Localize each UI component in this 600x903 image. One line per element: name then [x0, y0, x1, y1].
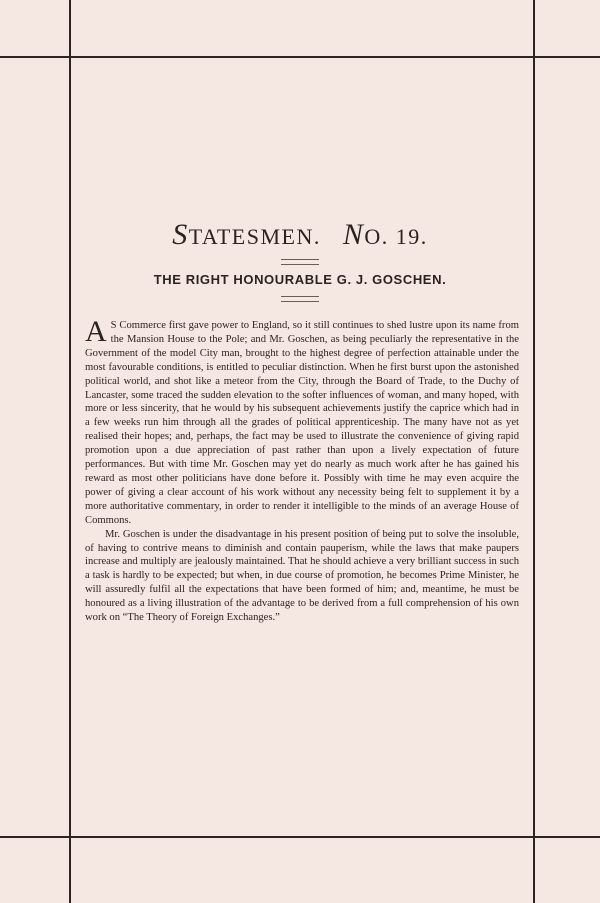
number-cap: N [342, 218, 365, 251]
series-number: O. 19. [364, 224, 428, 249]
ornament-divider-upper [281, 259, 319, 265]
article-title: THE RIGHT HONOURABLE G. J. GOSCHEN. [153, 272, 447, 287]
left-border-rule [69, 0, 71, 903]
paragraph-1-text: S Commerce first gave power to England, so it still continues to shed lustre upon its name from the Mansion House to the Pole; and Mr. Goschen, as being peculiarly the representative in the Government of the model City man, brought to the highest degree of perfection attainable under the most favourable conditions, is entitled to peculiar distinction. When he first burst upon the astonished political world, and shot like a meteor from the City, through the Board of Trade, to the Duchy of Lancaster, some traced the sudden elevation to the softer influences of woman, and many hoped, with more or less sincerity, that he would by his subsequent achievements justify the caprice which had in a few weeks run him through all the grades of political apprenticeship. The many have not as yet realised their hopes; and, perhaps, the fact may be used to illustrate the convenience of giving rapid promotion upon a due appreciation of past rather than upon a lively expectation of future performances. But with time Mr. Goschen may yet do nearly as much work after he has gained his reward as most other politicians have done before it. Possibly with time he may even acquire the power of giving a clear account of his work without any necessity being felt to supplement it by a more authoritative commentary, in order to render it intelligible to the minds of an average House of Commons. [85, 320, 519, 526]
right-border-rule [533, 0, 535, 903]
paragraph-1 [85, 315, 519, 528]
top-border-rule [0, 56, 600, 58]
series-heading [0, 218, 600, 252]
ornament-divider-lower [281, 296, 319, 302]
paragraph-2: Mr. Goschen is under the disadvantage in his present position of being put to solve the insoluble, of having to contrive means to diminish and contain pauperism, while the laws that make paupers increase and multiply are jealously maintained. That he should achieve a very brilliant success in such a task is hardly to be expected; but when, in due course of promotion, he becomes Prime Minister, he will assuredly fulfil all the expectations that have been formed of him; and, meantime, he must be honoured as a living illustration of the advantage to be derived from a full comprehension of his own work on “The Theory of Foreign Exchanges.” [85, 528, 519, 624]
series-cap: S [172, 218, 189, 251]
drop-cap: A [85, 315, 107, 348]
bottom-border-rule [0, 836, 600, 838]
series-word: TATESMEN. [188, 224, 321, 249]
article-body [85, 315, 519, 625]
